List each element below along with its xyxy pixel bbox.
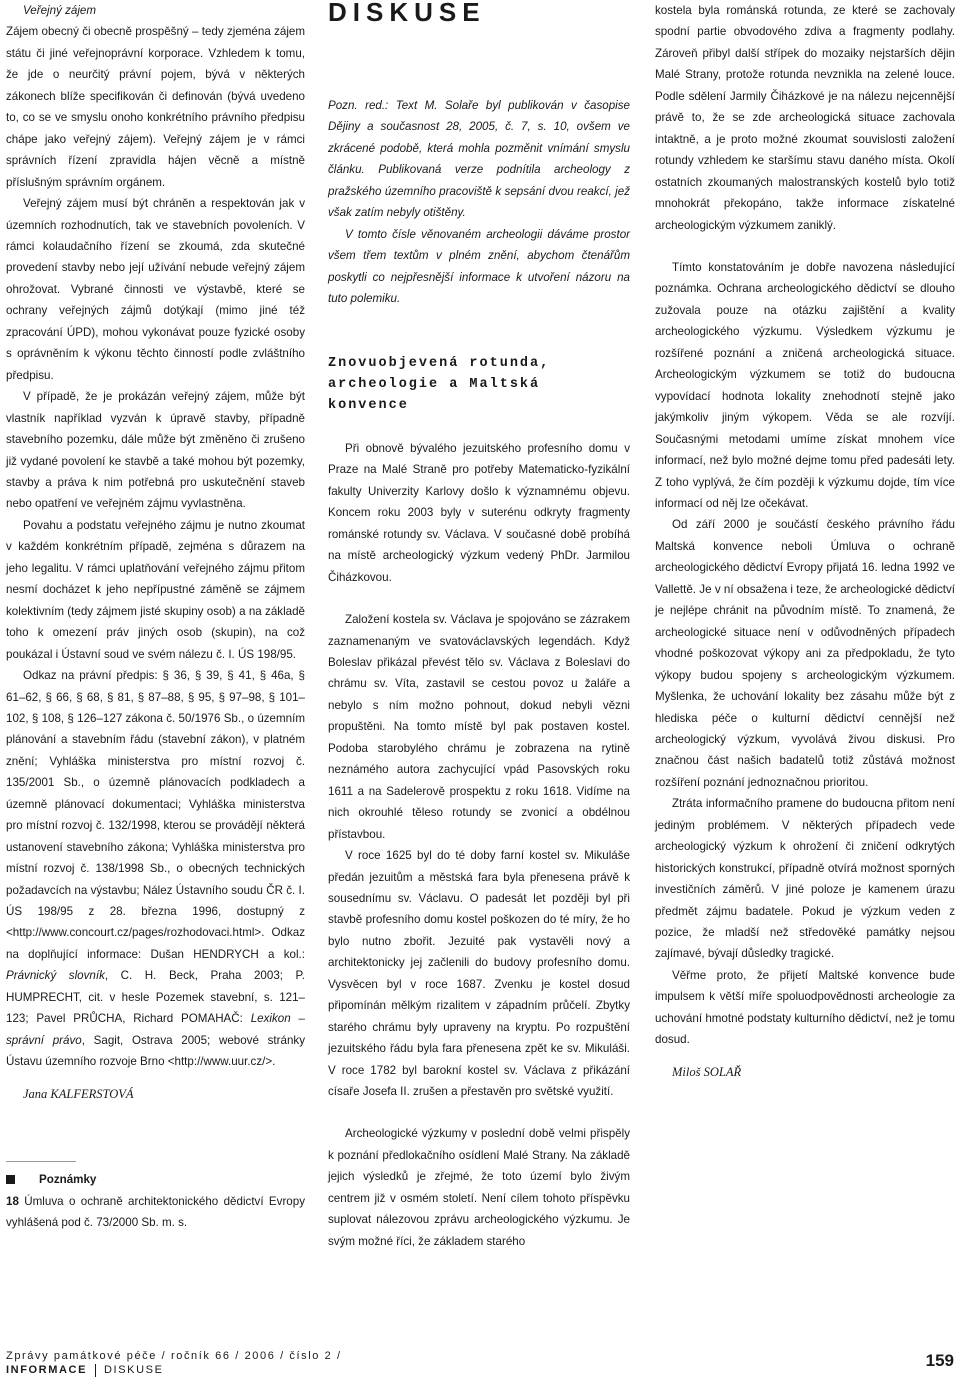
page-footer: [6, 1349, 954, 1379]
paragraph: Povahu a podstatu veřejného zájmu je nutno zkoumat v každém konkrétním případě, zejména s důrazem na jeho legalitu. V rámci uplatňování veřejného zájmu přitom nesmí docházet k jeho nepřípustné záměně se zájmem kolektivním (tedy zájmem jisté skupiny osob) a na základě toho k omezení práv jiných osob (skupin), na což poukázal i Ústavní soud ve svém nálezu č. I. ÚS 198/95.: [6, 518, 305, 661]
page-number: 159: [925, 1351, 954, 1370]
ref-title: Právnický slovník: [6, 969, 105, 983]
article-title-line: Znovuobjevená rotunda,: [328, 355, 551, 371]
article-title-line: archeologie a Maltská konvence: [328, 376, 541, 414]
section-label-diskuse: DISKUSE: [104, 1364, 164, 1376]
author-signature: Jana KALFERSTOVÁ: [23, 1086, 134, 1101]
ref-title: Lexikon – správní právo: [6, 1012, 305, 1047]
notes-divider: [6, 1161, 76, 1162]
square-bullet-icon: [6, 1175, 15, 1184]
references-paragraph: [6, 665, 305, 1073]
paragraph: kostela byla románská rotunda, ze které se zachovaly spodní partie obvodového zdiva a fragmenty podlahy. Zároveň přibyl další střípek do mozaiky nejstarších dějin Malé Strany, protože rotunda nevznikla na zelené louce. Podle sdělení Jarmily Čiházkové je na nálezu nejcennější právě to, že se zde archeologická situace zachovala intaktně, a je proto možné zkoumat souvislosti založení rotundy vzhledem ke staršímu stavu daného místa. Okolí ostatních zkoumaných malostranských kostelů bylo totiž mnohokrát překopáno, takže informace získatelné archeologickým výzkumem zaniklý.: [655, 4, 955, 232]
paragraph: V roce 1625 byl do té doby farní kostel sv. Mikuláše předán jezuitům a městská fara byla přenesena právě k sousednímu sv. Václavu. O padesát let později byl při stavbě profesního domu kostel poškozen do té míry, že ho bylo nutno zbořit. Jezuité pak vystavěli nový a architektonicky jej začlenili do budovy profesního domu. Vysvěcen byl v roce 1687. Zvenku je kostel dosud připomínán mělkým rizalitem v západním průčelí. Zbytky starého chrámu byly upraveny na kryptu. Po rozpuštění jezuitského řádu byla fara přenesena zpět ke sv. Mikuláši. V roce 1782 byl barokní kostel sv. Václava z přikázání císaře Josefa II. zrušen a přestavěn pro světské využití.: [328, 849, 630, 1099]
paragraph: Tímto konstatováním je dobře navozena následující poznámka. Ochrana archeologického dědictví se dlouho zužovala pouze na otázku zajištění a kvality archeologického výzkumu. Výsledkem výzkumu je rozšířené poznání a zničená archeologická situace. Archeologickým výzkumem se totiž do budoucna vypovídací hodnota lokality znehodnotí stejně jako jakýmkoliv jiným výkopem. Věda se ale rozvíjí. Současnými metodami umíme získat mnohem více informací, než bylo možné dejme tomu před padesáti lety. Z toho vyplývá, že čím později k výzkumu dojde, tím více informací od něj lze očekávat.: [655, 260, 955, 510]
references-text: , C. H. Beck, Praha 2003; P. HUMPRECHT, cit. v hesle Pozemek stavební, s. 121–123; Pavel PRŮCHA, Richard POMAHAČ:: [6, 969, 305, 1026]
paragraph: Veřejný zájem musí být chráněn a respektován jak v územních rozhodnutích, tak ve stavebních povoleních. V rámci kolaudačního řízení se zkoumá, zda skutečné provedení stavby nebo její užívání nebude veřejný zájem ohrožovat. Vybrané činnosti ve výstavbě, které se ochrany veřejných zájmů dotýkají (mimo jiné též zpracování ÚPD), mohou vykonávat pouze fyzické osoby s oprávněním k výkonu těchto činností podle zvláštního předpisu.: [6, 197, 305, 382]
author-signature: Miloš SOLAŘ: [672, 1064, 742, 1079]
section-separator: [95, 1364, 96, 1377]
column-left: [6, 0, 305, 1233]
paragraph: Při obnově bývalého jezuitského profesního domu v Praze na Malé Straně pro potřeby Matematicko-fyzikální fakulty Univerzity Karlovy došlo k významnému objevu. Koncem roku 2003 byly v suterénu odkryty fragmenty románské rotundy sv. Václava. V současné době probíhá na místě archeologický výzkum vedený PhDr. Jarmilou Čiházkovou.: [328, 441, 630, 584]
notes-heading: [6, 1169, 305, 1190]
section-labels: [6, 1363, 164, 1377]
editor-note: Pozn. red.: Text M. Solaře byl publikován v časopise Dějiny a současnost 28, 2005, č. 7, s. 10, ovšem ve zkrácené podobě, která mohla pozměnit vnímání smyslu článku. Publikovaná verze podnítila archeology z pražského územního pracoviště k sepsání dvou reakcí, jež však zatím nebyly otištěny.: [328, 99, 630, 220]
paragraph: Věřme proto, že přijetí Maltské konvence bude impulsem k větší míře spoluodpovědnosti archeologie za uchování hmotné podstaty kulturního dědictví, než je tomu dosud.: [655, 968, 955, 1047]
footnote: [6, 1191, 305, 1234]
journal-info: Zprávy památkové péče / ročník 66 / 2006 / číslo 2 /: [6, 1350, 342, 1362]
column-right: [655, 0, 955, 1083]
glossary-term: Veřejný zájem: [23, 4, 97, 17]
paragraph: Od září 2000 je součástí českého právního řádu Maltská konvence neboli Úmluva o ochraně archeologického dědictví Evropy přijatá 16. ledna 1992 ve Vallettě. Je v ní obsažena i teze, že archeologické dědictví je nejlépe chránit na původním místě. To znamená, že archeologické situace není v odůvodněných případech vhodné poškozovat výkopy ani za předpokladu, že tyto výkopy budou spojeny s archeologickým výzkumem. Myšlenka, že uchování lokality bez zásahu může být z hlediska péče o kulturní dědictví cennější než archeologický výzkum, vyvolává živou diskusi. Pro značnou část našich badatelů totiž zůstává možnost rozšíření poznání jednoznačnou prioritou.: [655, 518, 955, 789]
paragraph: Zájem obecný či obecně prospěšný – tedy zjeména zájem státu či jiné veřejnoprávní korporace. Vzhledem k tomu, že jde o neurčitý právní pojem, bývá v některých zákonech blíže specifikován či definován (bývá uvedeno to, co se ve smyslu onoho konkrétního právního předpisu chápe jako veřejný zájem). Veřejný zájem je v rámci správních řízení zpravidla hájen věcně a místně příslušným správním orgánem.: [6, 25, 305, 189]
notes-title: Poznámky: [39, 1173, 97, 1187]
section-heading: DISKUSE: [328, 0, 486, 27]
footnote-number: 18: [6, 1194, 19, 1208]
footnote-text: [6, 1191, 305, 1234]
references-text: , Sagit, Ostrava 2005; webové stránky Ústavu územního rozvoje Brno <http://www.uur.cz/>.: [6, 1033, 305, 1069]
references-text: Odkaz na právní předpis: § 36, § 39, § 41, § 46a, § 61–62, § 66, § 68, § 81, § 87–88, § 95, § 97–98, § 101–102, § 108, § 126–127 zákona č. 50/1976 Sb., o územním plánování a stavebním řádu (stavební zákon), v platném znění; Vyhláška ministerstva pro místní rozvoj č. 135/2001 Sb., o územně plánovacích podkladech a územně plánovací dokumentaci; Vyhláška ministerstva pro místní rozvoj č. 132/1998, kterou se provádějí některá ustanovení stavebního zákona; Vyhláška ministerstva pro místní rozvoj č. 138/1998 Sb., o obecných technických požadavcích na výstavbu; Nález Ústavního soudu ČR č. I. ÚS 198/95 z 28. března 1996, dostupný z <http://www.concourt.cz/pages/rozhodovaci.html>. Odkaz na doplňující informace: Dušan HENDRYCH a kol.:: [6, 669, 305, 961]
paragraph: V případě, že je prokázán veřejný zájem, může být vlastník například vyzván k úpravě stavby, případně stavebního pozemku, dále může být změněno či zrušeno již vydané povolení ke stavbě a také mohou být pozemky, stavby a práva k nim potřebná pro uskutečnění staveb nebo opatření ve veřejném zájmu vyvlastněna.: [6, 390, 305, 511]
paragraph: Založení kostela sv. Václava je spojováno se zázrakem zaznamenaným ve svatováclavských legendách. Když Boleslav přikázal převést tělo sv. Václava z Boleslavi do chrámu sv. Víta, zastavil se cestou povoz u žaláře a nebylo s ním možno pohnout, dokud nebyli vězni propuštěni. Na tomto místě byl pak postaven kostel. Podoba starobylého chrámu je zobrazena na rytině neznámého autora zachycující vpád Pasovských roku 1611 a na Sadelerově prospektu z roku 1618. Vidíme na nich okrouhlé těleso rotundy se zvonicí a obdélnou přístavbou.: [328, 613, 630, 841]
editor-note: V tomto čísle věnovaném archeologii dáváme prostor všem třem textům v plném znění, abychom čtenářům poskytli co nejpřesnější informace k utvoření názoru na tuto polemiku.: [328, 227, 630, 306]
footnote-body: Úmluva o ochraně architektonického dědictví Evropy vyhlášená pod č. 73/2000 Sb. m. s.: [6, 1194, 305, 1230]
section-label-informace: INFORMACE: [6, 1364, 88, 1376]
paragraph: Archeologické výzkumy v poslední době velmi přispěly k poznání předlokačního osídlení Malé Strany. Na základě jejich výsledků je zřejmé, že toto území bylo živým centrem již v osmém století. Není cílem tohoto příspěvku suplovat nálezovou zprávu archeologického výzkumu. Je svým možné říci, že základem starého: [328, 1127, 630, 1248]
column-middle: [328, 0, 630, 1252]
article-title: [328, 353, 630, 417]
paragraph: Ztráta informačního pramene do budoucna přitom není jediným problémem. V některých případech vede archeologický výzkum k ohrožení či zničení odkrytých historických konstrukcí, případně otvírá možnost sporných investičních záměrů. V jiné poloze je kamenem úrazu předmět zájmu badatele. Pokud je výzkum veden z pozice, že mladší než středověké památky nejsou zajímavé, bývají důsledky tragické.: [655, 797, 955, 961]
